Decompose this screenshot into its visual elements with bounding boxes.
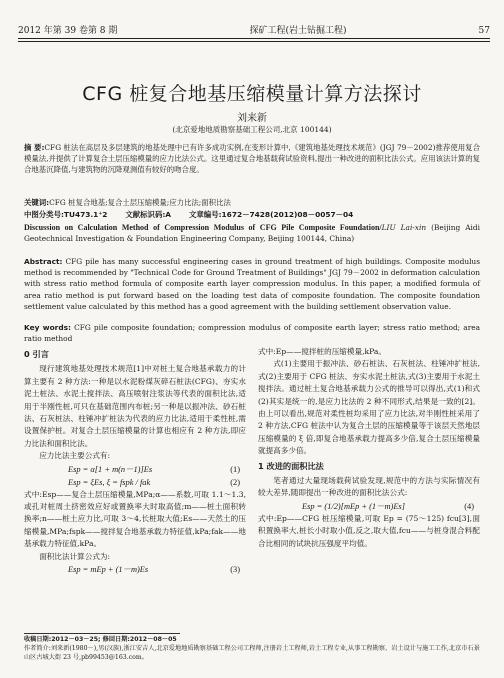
equation-1: Esp = α[1 + m(n－1)]Es (1) (68, 464, 240, 474)
improved-method-lead: 笔者通过大量现场载荷试验发现,规范中的方法与实际情况有较大差异,随即提出一种改进的面积比法公式: (258, 476, 480, 498)
article-title: CFG 桩复合地基压缩模量计算方法探讨 (82, 83, 422, 105)
clc-number: 中图分类号:TU473.1⁺2 (24, 210, 108, 219)
keywords-en-label: Key words: (24, 323, 71, 332)
english-title: Discussion on Calculation Method of Compression Modulus of CFG Pile Composite Foundation/ (24, 223, 382, 232)
section-heading-intro: 0 引言 (24, 349, 49, 359)
author-bio: 作者简介:刘来新(1980－),男(汉族),浙江安吉人,北京爱地地质勘察基础工程公司工程师,注册岩土工程师,岩土工程专业,从事工程勘察、岩土设计与施工工作,北京市石景山区古城大街 23 号,pb99453@163.com。 (24, 645, 480, 662)
keywords-en-text: CFG pile composite foundation; compression modulus of composite earth layer; stress ratio method; area ratio method (24, 323, 481, 344)
footnote (24, 635, 484, 663)
intro-paragraph: 现行建筑地基处理技术规范[1]中对桩土复合地基承载力的计算主要有 2 种方法:一种是以水泥粉煤灰碎石桩法(CFG)、夯实水泥土桩法、水泥土搅拌法、高压喷射注浆法等代表的面积比法,适用于半刚性桩,可只在基础范围内布桩;另一种是以振冲法、砂石桩法、石灰桩法、柱锤冲扩桩法为代表的应力比法,适用于柔性桩,需设置保护桩。对复合土层压缩模量的计算也相应有 2 种方法,即应力比法和面积比法。 (24, 364, 246, 448)
symbol-definitions: 式中:Esp——复合土层压缩模量,MPa;α——系数,可取 1.1～1.3,或孔对桩周土挤密效应好或置换率大时取高值;m——桩土面积转换率;n——桩土应力比,可取 3～4,长桩取大值;Es——天然土的压缩模量,MPa;fspk——搅拌复合地基承载力特征值,kPa;fak——地基承载力特征值,kPa。 (24, 489, 246, 549)
right-column (258, 346, 480, 550)
footnote-rule (24, 633, 180, 634)
abstract-cn-label: 摘 要: (24, 143, 45, 152)
area-ratio-lead: 面积比法计算公式为: (39, 551, 111, 561)
article-number: 文章编号:1672－7428(2012)08－0057－04 (189, 210, 354, 219)
issue-info: 2012 年第 39 卷第 8 期 (18, 26, 118, 36)
keywords-cn-label: 关键词: (24, 198, 50, 207)
received-dates: 收稿日期:2012－03－25; 修回日期:2012－08－05 (24, 636, 177, 643)
keywords-cn (24, 197, 480, 208)
abstract-en (24, 256, 480, 312)
header-rule (18, 38, 490, 39)
english-author: LIU Lai-xin (381, 223, 427, 232)
left-column (24, 346, 246, 576)
classification-line (24, 209, 480, 220)
author: 刘来新 (237, 113, 267, 124)
abstract-en-label: Abstract: (24, 257, 63, 266)
method-discussion: 式(1)主要用于振冲法、砂石桩法、石灰桩法、柱锤冲扩桩法,式(2)主要用于 CFG 桩法、夯实水泥土桩法,式(3)主要用于水泥土搅拌法。通过桩土复合地基承载力公式的推导可以得出,式(1)和式(2)其实是统一的,是应力比法的 2 种不同形式,结果是一致的[2]。由上可以看出,规范对柔性桩均采用了应力比法,对半刚性桩采用了 2 种方法,CFG 桩法中认为复合土层的压缩模量等于该层天然地层压缩模量的 ξ 倍,即复合地基承载力提高多少倍,复合土层压缩模量就提高多少倍。 (258, 359, 480, 456)
keywords-en (24, 322, 480, 344)
english-title-block (24, 222, 480, 244)
equation-3: Esp = mEp + (1－m)Es (3) (68, 565, 240, 575)
equation-4: Esp = (1/2)[mEp + (1－m)Es] (4) (302, 501, 474, 511)
running-header (18, 22, 490, 36)
abstract-cn (24, 142, 480, 176)
english-affiliation: (Beijing Aidi Geotechnical Investigation & Foundation Engineering Company, Beijing 100144, China) (24, 223, 481, 244)
equation-2: Esp = ξEs, ξ = fspk / fak (2) (68, 477, 240, 487)
header-rule-thin (18, 41, 490, 42)
journal-name: 探矿工程(岩土钻掘工程) (249, 26, 347, 36)
stress-ratio-lead: 应力比法主要公式有: (39, 451, 111, 461)
abstract-cn-text: CFG 桩法在高层及多层建筑的地基处理中已有许多成功实例,在变形计算中,《建筑地基处理技术规范》(JGJ 79－2002)推荐使用复合模量法,并提供了计算复合土层压缩模量的应力比法公式。这里通过复合地基载荷试验资料,提出一种改进的面积比法公式。应用该法计算的复合地基沉降值,与建筑物的沉降观测值有较好的吻合度。 (24, 143, 480, 175)
affiliation: (北京爱地地质勘察基础工程公司,北京 100144) (172, 125, 332, 134)
ep-definition: 式中:Ep——搅拌桩的压缩模量,kPa。 (258, 347, 386, 356)
keywords-cn-text: CFG 桩复合地基;复合土层压缩模量;应力比法;面积比法 (49, 198, 231, 207)
abstract-en-text: CFG pile has many successful engineering cases in ground treatment of high buildings. Composite modulus method is recommended by "Technical Code for Ground Treatment of Buildings" JGJ 79－2002 in deformation calculation with stress ratio method formula of composite earth layer compression modulus. In this paper, a modified formula of area ratio method is put forward based on the loading test data of composite foundation. The composite foundation settlement value calculated by this method has a good agreement with the building settlement observation value. (24, 257, 480, 311)
page-number: 57 (478, 26, 490, 36)
doc-code: 文献标识码:A (125, 210, 172, 219)
section-heading-improved: 1 改进的面积比法 (258, 460, 324, 471)
eq4-definitions: 式中:Ep——CFG 桩压缩模量,可取 Ep = (75～125) fcu[3],面积置换率大,桩长小时取小值,反之,取大值,fcu——与桩身混合料配合比相同的试块抗压强度平均值。 (258, 513, 480, 548)
